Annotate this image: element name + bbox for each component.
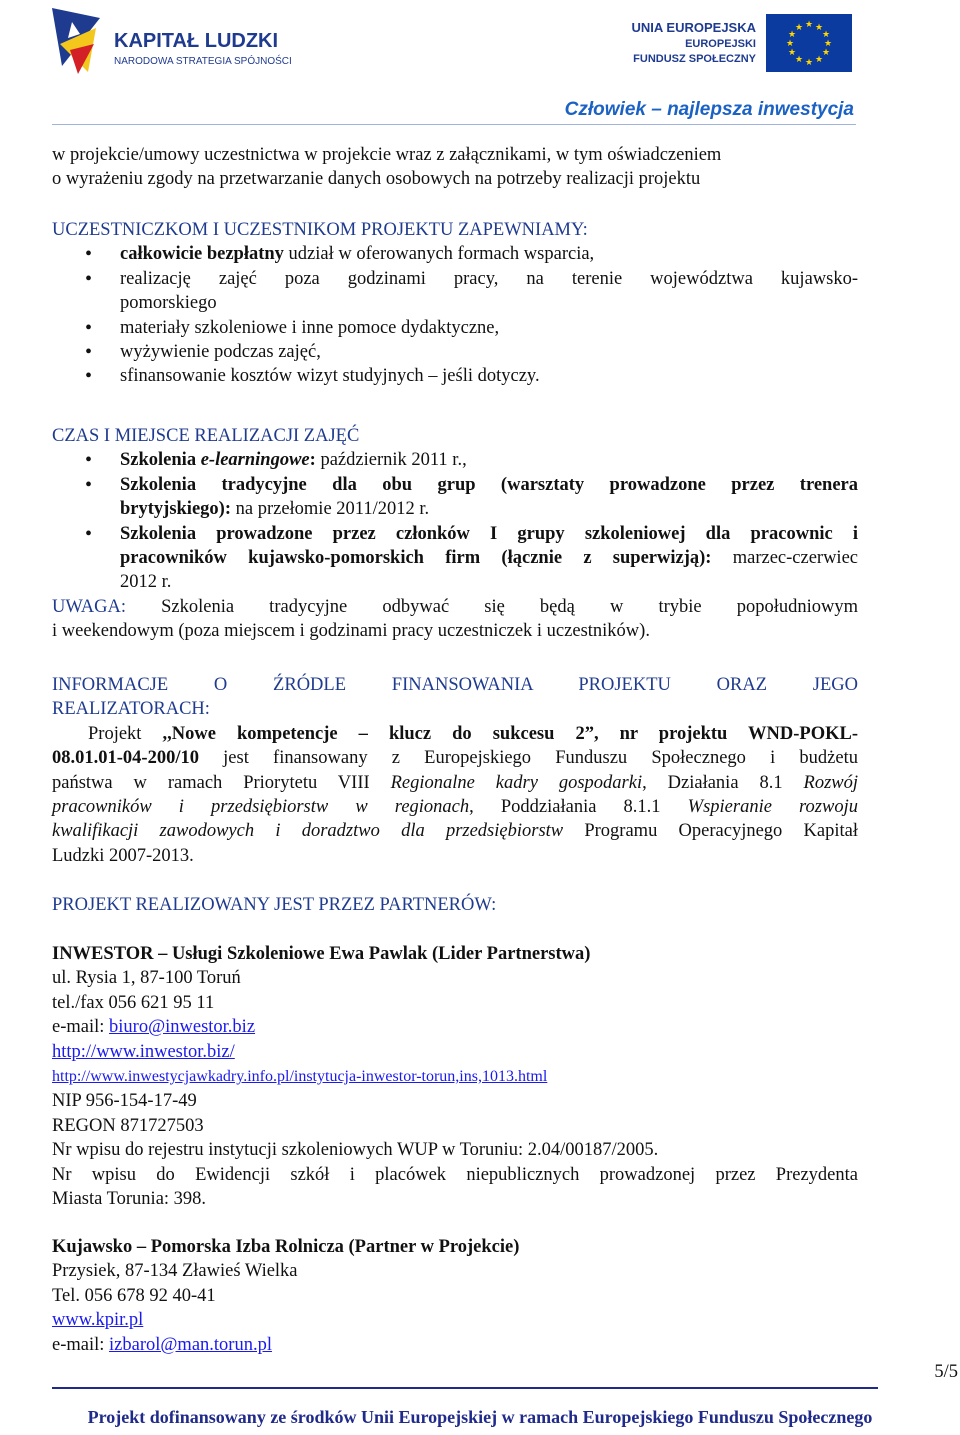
section-guarantees xyxy=(52,218,858,389)
intro-line: o wyrażeniu zgody na przetwarzanie danych osobowych na potrzeby realizacji projektu xyxy=(52,169,701,190)
section-heading: CZAS I MIEJSCE REALIZACJI ZAJĘĆ xyxy=(52,426,360,446)
header-divider xyxy=(52,124,856,125)
financing-line: kwalifikacji zawodowych i doradztwo dla przedsiębiorstw Programu Operacyjnego Kapitał xyxy=(52,821,858,842)
page-number: 5/5 xyxy=(934,1362,958,1382)
guarantee-list xyxy=(52,242,858,388)
financing-line: pracowników i przedsiębiorstw w regionach, Poddziałania 8.1.1 Wspieranie rozwoju xyxy=(52,797,858,818)
eu-flag-icon xyxy=(766,14,852,72)
list-item: • realizację zajęć poza godzinami pracy, na terenie województwa kujawsko- pomorskiego xyxy=(52,267,858,316)
svg-text:★: ★ xyxy=(821,48,831,58)
partner-phone: Tel. 056 678 92 40-41 xyxy=(52,1285,216,1306)
partner-address: ul. Rysia 1, 87-100 Toruń xyxy=(52,968,241,989)
partner-kpir xyxy=(52,1235,858,1357)
kapital-ludzki-logo xyxy=(48,4,298,84)
section-time-place xyxy=(52,424,858,644)
section-heading-cont: REALIZATORACH: xyxy=(52,699,210,720)
eu-efs-logo xyxy=(620,14,852,74)
partner-name: Kujawsko – Pomorska Izba Rolnicza (Partner w Projekcie) xyxy=(52,1237,520,1257)
eu-title: UNIA EUROPEJSKA xyxy=(631,20,756,35)
partner-email-row: e-mail: biuro@inwestor.biz xyxy=(52,1017,256,1038)
note-line: UWAGA: Szkolenia tradycyjne odbywać się będą w trybie popołudniowym xyxy=(52,596,858,617)
kapital-ludzki-emblem-icon xyxy=(48,4,108,76)
svg-text:★: ★ xyxy=(787,48,797,58)
eu-fund-line1: EUROPEJSKI xyxy=(685,38,756,50)
svg-text:★: ★ xyxy=(814,55,824,65)
footer-divider xyxy=(52,1387,878,1389)
partner-name: INWESTOR – Usługi Szkoleniowe Ewa Pawlak (Lider Partnerstwa) xyxy=(52,944,591,964)
list-item: • całkowicie bezpłatny udział w oferowanych formach wsparcia, xyxy=(52,242,858,266)
svg-text:★: ★ xyxy=(823,39,833,49)
time-place-list xyxy=(52,448,858,594)
partner-phone: tel./fax 056 621 95 11 xyxy=(52,992,215,1013)
website-link[interactable]: http://www.inwestor.biz/ xyxy=(52,1041,235,1062)
list-item: • sfinansowanie kosztów wizyt studyjnych – jeśli dotyczy. xyxy=(52,364,858,388)
tagline: Człowiek – najlepsza inwestycja xyxy=(564,99,854,120)
list-item: • Szkolenia tradycyjne dla obu grup (warsztaty prowadzone przez trenera brytyjskiego): na przełomie 2011/2012 r. xyxy=(52,473,858,522)
svg-text:★: ★ xyxy=(804,58,814,68)
financing-line: Projekt ,,Nowe kompetencje – klucz do sukcesu 2”, nr projektu WND-POKL- xyxy=(88,723,858,744)
partner-nip: NIP 956-154-17-49 xyxy=(52,1091,197,1112)
svg-text:★: ★ xyxy=(787,30,797,40)
partner-registry: Nr wpisu do Ewidencji szkół i placówek niepublicznych prowadzonej przez Prezydenta xyxy=(52,1164,858,1185)
svg-text:★: ★ xyxy=(814,23,824,33)
partner-regon: REGON 871727503 xyxy=(52,1115,204,1136)
svg-text:★: ★ xyxy=(785,39,795,49)
website-link[interactable]: http://www.inwestycjawkadry.info.pl/instytucja-inwestor-torun,ins,1013.html xyxy=(52,1068,548,1086)
kapital-ludzki-title: KAPITAŁ LUDZKI xyxy=(114,30,279,52)
partner-registry: Miasta Torunia: 398. xyxy=(52,1189,207,1210)
partner-email-row: e-mail: izbarol@man.torun.pl xyxy=(52,1334,272,1355)
partner-address: Przysiek, 87-134 Zławieś Wielka xyxy=(52,1261,298,1282)
note-line: i weekendowym (poza miejscem i godzinami pracy uczestniczek i uczestników). xyxy=(52,621,650,642)
svg-text:★: ★ xyxy=(804,20,814,30)
partner-registry: Nr wpisu do rejestru instytucji szkoleniowych WUP w Toruniu: 2.04/00187/2005. xyxy=(52,1140,659,1161)
intro-text xyxy=(52,143,858,192)
kapital-ludzki-subtitle: NARODOWA STRATEGIA SPÓJNOŚCI xyxy=(114,56,292,67)
intro-line: w projekcie/umowy uczestnictwa w projekcie wraz z załącznikami, w tym oświadczeniem xyxy=(52,145,722,165)
list-item: • wyżywienie podczas zajęć, xyxy=(52,340,858,364)
financing-line: 08.01.01-04-200/10 jest finansowany z Europejskiego Funduszu Społecznego i budżetu xyxy=(52,748,858,769)
section-financing xyxy=(52,673,858,868)
list-item: • materiały szkoleniowe i inne pomoce dydaktyczne, xyxy=(52,316,858,340)
list-item: • Szkolenia e-learningowe: październik 2011 r., xyxy=(52,448,858,472)
email-link[interactable]: biuro@inwestor.biz xyxy=(109,1017,256,1038)
website-link[interactable]: www.kpir.pl xyxy=(52,1310,144,1331)
footer-text: Projekt dofinansowany ze środków Unii Europejskiej w ramach Europejskiego Funduszu Społecznego xyxy=(87,1407,873,1427)
eu-fund-line2: FUNDUSZ SPOŁECZNY xyxy=(633,53,756,65)
section-heading: UCZESTNICZKOM I UCZESTNIKOM PROJEKTU ZAPEWNIAMY: xyxy=(52,220,588,240)
section-heading: INFORMACJE O ŹRÓDLE FINANSOWANIA PROJEKTU ORAZ JEGO xyxy=(52,675,858,695)
financing-line: państwa w ramach Priorytetu VIII Regionalne kadry gospodarki, Działania 8.1 Rozwój xyxy=(52,772,859,793)
email-link[interactable]: izbarol@man.torun.pl xyxy=(109,1334,272,1355)
list-item: • Szkolenia prowadzone przez członków I grupy szkoleniowej dla pracownic i pracowników kujawsko-pomorskich firm (łącznie z superwizją): marzec-czerwiec 2012 r. xyxy=(52,522,858,595)
svg-text:★: ★ xyxy=(794,23,804,33)
svg-text:★: ★ xyxy=(821,30,831,40)
financing-line: Ludzki 2007-2013. xyxy=(52,845,194,866)
section-heading: PROJEKT REALIZOWANY JEST PRZEZ PARTNERÓW: xyxy=(52,895,497,915)
partner-inwestor xyxy=(52,942,858,1211)
svg-text:★: ★ xyxy=(794,55,804,65)
